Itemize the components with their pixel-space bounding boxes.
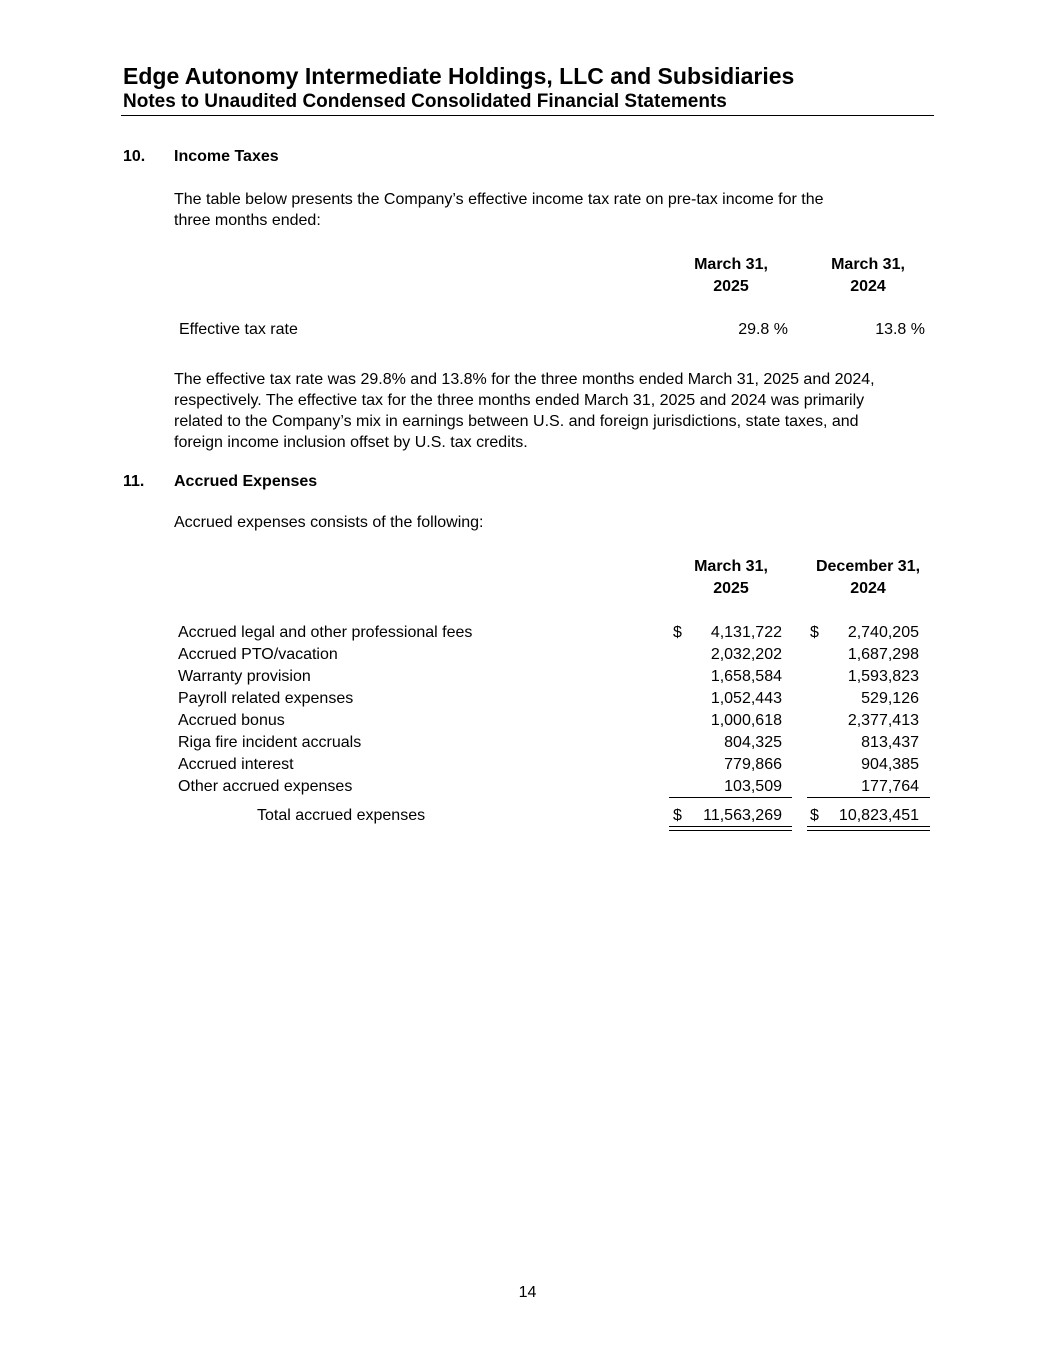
accrued-row-label: Warranty provision: [178, 668, 311, 685]
section-10-title: Income Taxes: [174, 148, 279, 165]
accrued-col-header-dec-2024: [803, 556, 933, 600]
accrued-value-2025: 804,325: [724, 734, 782, 751]
body-line: respectively. The effective tax for the three months ended March 31, 2025 and 2024 was primarily: [174, 392, 865, 409]
total-double-rule: [807, 826, 930, 831]
body-line: related to the Company’s mix in earnings between U.S. and foreign jurisdictions, state taxes, and: [174, 413, 859, 430]
subtotal-rule: [669, 797, 792, 798]
intro-line: three months ended:: [174, 212, 321, 229]
section-10-body: [174, 369, 944, 453]
accrued-row-label: Riga fire incident accruals: [178, 734, 362, 751]
body-line: The effective tax rate was 29.8% and 13.8% for the three months ended March 31, 2025 and 2024,: [174, 371, 875, 388]
section-10-intro: [174, 189, 944, 231]
currency-symbol: $: [673, 624, 682, 641]
accrued-value-2024: 904,385: [861, 756, 919, 773]
accrued-value-2024: 177,764: [861, 778, 919, 795]
accrued-row-label: Accrued bonus: [178, 712, 285, 729]
accrued-value-2024: 1,687,298: [847, 646, 919, 663]
tax-rate-2025: 29.8 %: [738, 321, 788, 338]
accrued-value-2025: 4,131,722: [710, 624, 782, 641]
accrued-value-2025: 2,032,202: [710, 646, 782, 663]
currency-symbol: $: [673, 807, 682, 824]
section-10-number: 10.: [123, 148, 146, 165]
company-name: Edge Autonomy Intermediate Holdings, LLC and Subsidiaries: [123, 63, 795, 89]
col-header-line2: 2025: [713, 278, 749, 295]
tax-row-label: Effective tax rate: [179, 321, 298, 338]
accrued-value-2025: 103,509: [724, 778, 782, 795]
accrued-row-label: Payroll related expenses: [178, 690, 354, 707]
document-subtitle: Notes to Unaudited Condensed Consolidated Financial Statements: [123, 91, 727, 112]
accrued-row-label: Accrued PTO/vacation: [178, 646, 338, 663]
accrued-value-2025: 779,866: [724, 756, 782, 773]
col-header-line1: March 31,: [694, 256, 768, 273]
col-header-line2: 2024: [850, 580, 886, 597]
col-header-line2: 2025: [713, 580, 749, 597]
page-number: 14: [518, 1284, 537, 1301]
accrued-value-2024: 813,437: [861, 734, 919, 751]
total-label: Total accrued expenses: [257, 807, 426, 824]
accrued-value-2025: 1,052,443: [710, 690, 782, 707]
tax-rate-2024: 13.8 %: [875, 321, 925, 338]
col-header-line1: March 31,: [694, 558, 768, 575]
subtotal-rule: [807, 797, 930, 798]
accrued-value-2025: 1,000,618: [710, 712, 782, 729]
currency-symbol: $: [810, 624, 819, 641]
intro-line: The table below presents the Company’s effective income tax rate on pre-tax income for the: [174, 191, 824, 208]
accrued-col-header-mar-2025: [666, 556, 796, 600]
total-double-rule: [669, 826, 792, 831]
col-header-line1: December 31,: [815, 558, 921, 575]
body-line: foreign income inclusion offset by U.S. tax credits.: [174, 434, 528, 451]
accrued-row-label: Other accrued expenses: [178, 778, 353, 795]
section-11-title: Accrued Expenses: [174, 473, 318, 490]
accrued-value-2025: 1,658,584: [710, 668, 782, 685]
total-value-2025: 11,563,269: [703, 807, 782, 824]
accrued-value-2024: 529,126: [861, 690, 919, 707]
accrued-value-2024: 2,740,205: [847, 624, 919, 641]
accrued-row-label: Accrued interest: [178, 756, 294, 773]
currency-symbol: $: [810, 807, 819, 824]
tax-col-header-2025: [666, 254, 796, 298]
accrued-value-2024: 2,377,413: [847, 712, 919, 729]
section-11-number: 11.: [123, 473, 145, 490]
accrued-row-label: Accrued legal and other professional fees: [178, 624, 473, 641]
header-rule: [121, 115, 934, 116]
col-header-line2: 2024: [850, 278, 886, 295]
section-11-intro: Accrued expenses consists of the following:: [174, 514, 484, 531]
accrued-value-2024: 1,593,823: [847, 668, 919, 685]
total-value-2024: 10,823,451: [838, 807, 919, 824]
col-header-line1: March 31,: [831, 256, 905, 273]
tax-col-header-2024: [803, 254, 933, 298]
